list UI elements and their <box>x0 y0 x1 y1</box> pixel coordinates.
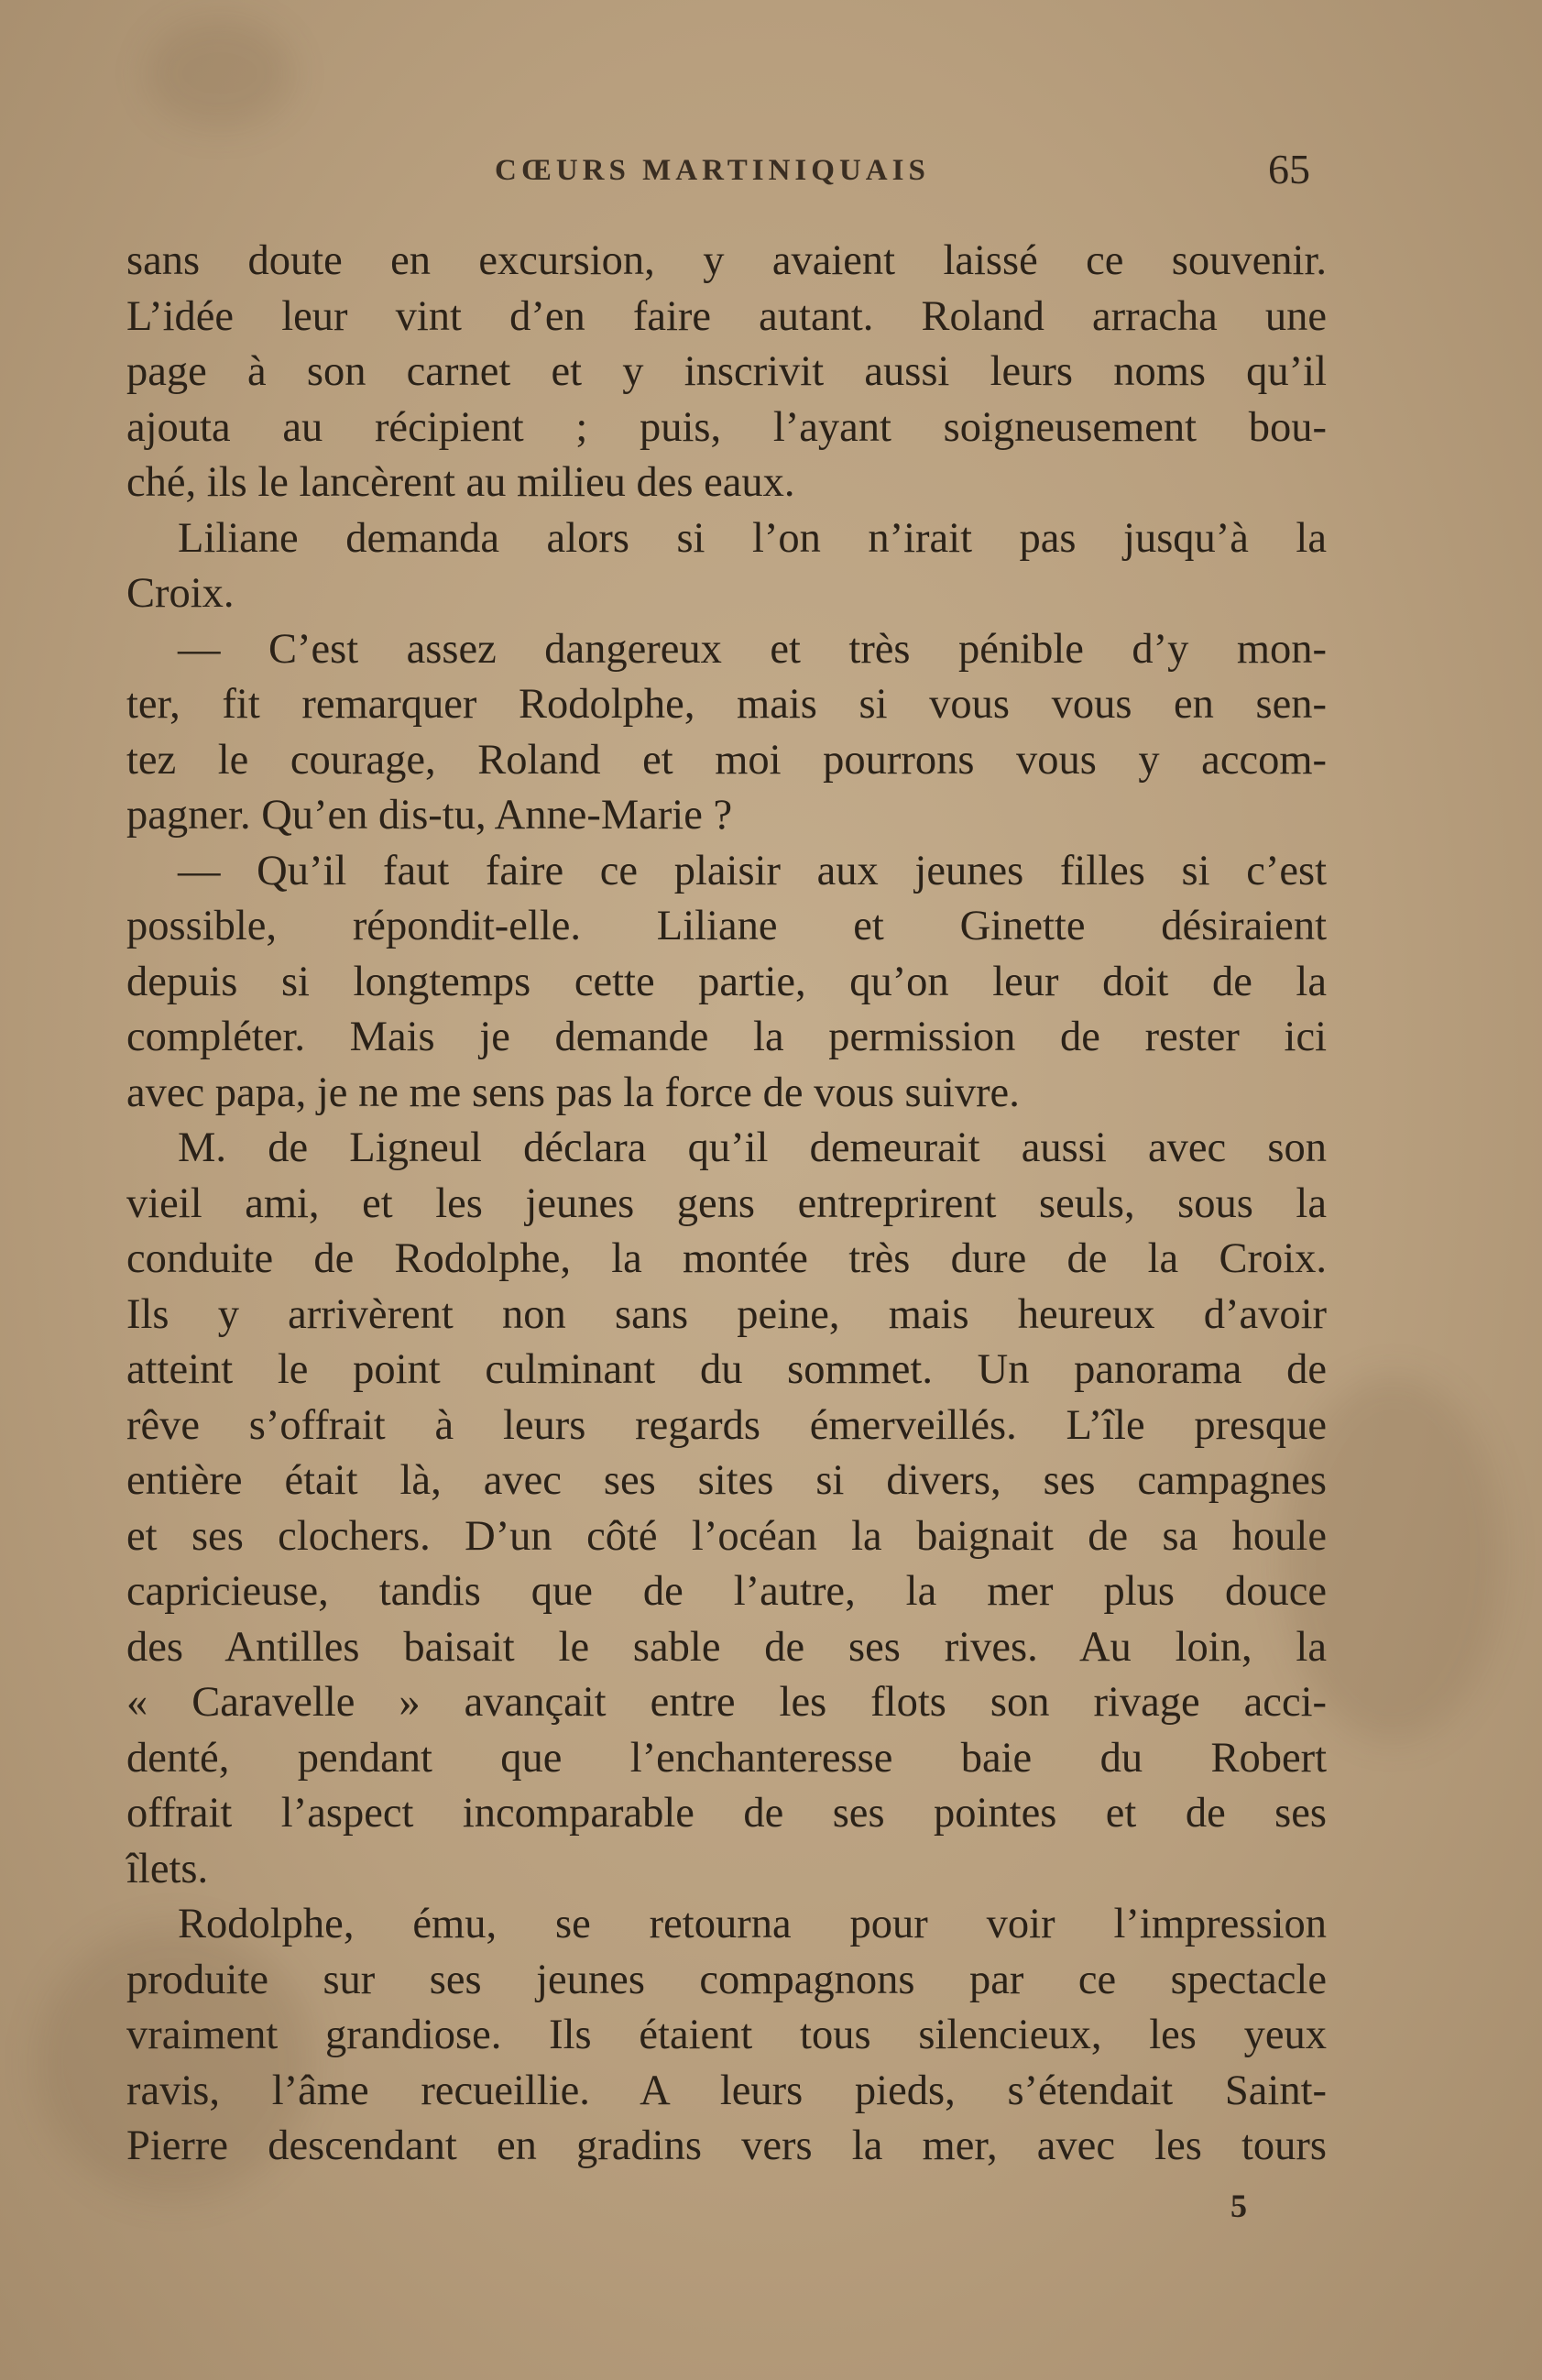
page-header <box>128 145 1329 200</box>
text-line: Pierre descendant en gradins vers la mer, avec les tours <box>126 2122 1327 2169</box>
text-line: des Antilles baisait le sable de ses rives. Au loin, la <box>126 1623 1327 1671</box>
page-number: 65 <box>1268 146 1310 192</box>
text-line: pagner. Qu’en dis-tu, Anne-Marie ? <box>126 792 733 839</box>
text-line: et ses clochers. D’un côté l’océan la baignait de sa houle <box>126 1512 1327 1560</box>
text-line: offrait l’aspect incomparable de ses pointes et de ses <box>126 1790 1327 1837</box>
text-line: Liliane demanda alors si l’on n’irait pas jusqu’à la <box>178 514 1327 562</box>
text-line: avec papa, je ne me sens pas la force de vous suivre. <box>126 1069 1020 1116</box>
text-line: produite sur ses jeunes compagnons par ce spectacle <box>126 1956 1327 2003</box>
text-line: entière était là, avec ses sites si divers, ses campagnes <box>126 1457 1327 1504</box>
text-line: conduite de Rodolphe, la montée très dure de la Croix. <box>126 1235 1327 1282</box>
text-line: ter, fit remarquer Rodolphe, mais si vous vous en sen- <box>126 681 1327 728</box>
text-line: sans doute en excursion, y avaient laissé ce souvenir. <box>126 237 1327 284</box>
text-line: possible, répondit-elle. Liliane et Ginette désiraient <box>126 903 1327 949</box>
text-line: compléter. Mais je demande la permission de rester ici <box>126 1014 1327 1060</box>
text-line: L’idée leur vint d’en faire autant. Roland arracha une <box>126 292 1327 340</box>
text-line: denté, pendant que l’enchanteresse baie du Robert <box>126 1734 1327 1782</box>
text-line: vraiment grandiose. Ils étaient tous silencieux, les yeux <box>126 2012 1327 2058</box>
text-line: « Caravelle » avançait entre les flots son rivage acci- <box>126 1679 1327 1726</box>
text-line: — Qu’il faut faire ce plaisir aux jeunes filles si c’est <box>178 847 1327 894</box>
text-line: capricieuse, tandis que de l’autre, la mer plus douce <box>126 1568 1327 1615</box>
text-line: vieil ami, et les jeunes gens entreprirent seuls, sous la <box>126 1179 1327 1227</box>
text-line: page à son carnet et y inscrivit aussi leurs noms qu’il <box>126 348 1327 395</box>
text-line: ravis, l’âme recueillie. A leurs pieds, s’étendait Saint- <box>126 2067 1327 2114</box>
text-line: ché, ils le lancèrent au milieu des eaux. <box>126 459 795 506</box>
text-line: atteint le point culminant du sommet. Un panorama de <box>126 1346 1327 1393</box>
text-line: — C’est assez dangereux et très pénible d’y mon- <box>178 625 1327 673</box>
body-text <box>126 234 1327 2175</box>
text-line: îlets. <box>126 1845 209 1892</box>
text-line: Rodolphe, ému, se retourna pour voir l’impression <box>178 1901 1327 1947</box>
paper-stain <box>147 18 293 128</box>
text-line: M. de Ligneul déclara qu’il demeurait aussi avec son <box>178 1124 1327 1171</box>
signature-mark: 5 <box>1230 2188 1247 2224</box>
text-line: depuis si longtemps cette partie, qu’on leur doit de la <box>126 958 1327 1005</box>
text-line: tez le courage, Roland et moi pourrons vous y accom- <box>126 736 1327 784</box>
running-head: CŒURS MARTINIQUAIS <box>495 154 930 187</box>
text-line: Croix. <box>126 570 235 617</box>
text-line: rêve s’offrait à leurs regards émerveillés. L’île presque <box>126 1401 1327 1449</box>
text-line: Ils y arrivèrent non sans peine, mais heureux d’avoir <box>126 1290 1327 1338</box>
text-line: ajouta au récipient ; puis, l’ayant soigneusement bou- <box>126 403 1327 451</box>
